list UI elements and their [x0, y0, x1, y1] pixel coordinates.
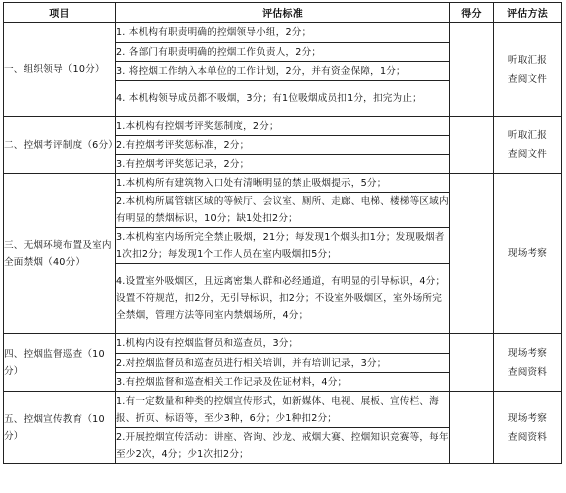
section-row [4, 174, 562, 193]
criterion: 1. 本机构有职责明确的控烟领导小组，2分； [116, 23, 450, 43]
section-item: 一、组织领导（10分） [4, 23, 116, 117]
header-score: 得分 [450, 3, 494, 23]
criterion: 1.机构内设有控烟监督员和巡查员，3分； [116, 334, 450, 354]
criterion: 3.有控烟考评奖惩记录，2分； [116, 155, 450, 174]
criterion: 3.有控烟监督和巡查相关工作记录及佐证材料，4分； [116, 373, 450, 392]
criterion: 2.对控烟监督员和巡查员进行相关培训，并有培训记录，3分； [116, 354, 450, 373]
criterion: 2.有控烟考评奖惩标准，2分； [116, 136, 450, 155]
method-line: 查阅文件 [507, 149, 548, 160]
criterion: 2.开展控烟宣传活动：讲座、咨询、沙龙、戒烟大赛、控烟知识竞赛等，每年至少2次，4分；少1次扣2分； [116, 428, 450, 464]
section-method [494, 392, 562, 464]
score-cell[interactable] [450, 334, 494, 392]
method-line: 查阅资料 [507, 431, 548, 443]
criterion: 2. 各部门有职责明确的控烟工作负责人，2分； [116, 43, 450, 62]
header-row [4, 3, 562, 23]
method-line: 听取汇报 [507, 54, 548, 66]
section-row [4, 392, 562, 428]
section-method [494, 23, 562, 117]
section-item: 四、控烟监督巡查（10分） [4, 334, 116, 392]
section-item: 二、控烟考评制度（6分） [4, 117, 116, 174]
section-method [494, 117, 562, 174]
section-row [4, 23, 562, 43]
criterion: 1.本机构有控烟考评奖惩制度，2分； [116, 117, 450, 136]
criterion: 4. 本机构领导成员都不吸烟，3分；有1位吸烟成员扣1分，扣完为止； [116, 81, 450, 117]
method-line: 查阅资料 [507, 366, 548, 378]
method-line: 现场考察 [507, 248, 548, 259]
section-item: 五、控烟宣传教育（10分） [4, 392, 116, 464]
score-cell[interactable] [450, 392, 494, 464]
header-item: 项目 [4, 3, 116, 23]
method-line: 查阅文件 [507, 73, 548, 85]
score-cell[interactable] [450, 174, 494, 334]
criterion: 1.有一定数量和种类的控烟宣传形式，如新媒体、电视、展板、宣传栏、海报、折页、标语等，至少3种，6分；少1种扣2分； [116, 392, 450, 428]
criterion: 1.本机构所有建筑物入口处有清晰明显的禁止吸烟提示，5分； [116, 174, 450, 193]
header-method: 评估方法 [494, 3, 562, 23]
section-method [494, 174, 562, 334]
section-row [4, 117, 562, 136]
criterion: 3.本机构室内场所完全禁止吸烟，21分；每发现1个烟头扣1分；发现吸烟者1次扣2分；每发现1个工作人员在室内吸烟扣5分； [116, 228, 450, 264]
method-line: 现场考察 [507, 412, 548, 424]
score-cell[interactable] [450, 117, 494, 174]
score-cell[interactable] [450, 23, 494, 117]
method-line: 听取汇报 [507, 130, 548, 141]
criterion: 3. 将控烟工作纳入本单位的工作计划，2分，并有资金保障，1分； [116, 62, 450, 81]
section-method [494, 334, 562, 392]
section-row [4, 334, 562, 354]
evaluation-table [3, 2, 562, 464]
method-line: 现场考察 [507, 347, 548, 359]
section-item: 三、无烟环境布置及室内全面禁烟（40分） [4, 174, 116, 334]
criterion: 4.设置室外吸烟区，且远离密集人群和必经通道，有明显的引导标识，4分；设置不符规范，扣2分，无引导标识，扣2分；不设室外吸烟区，室外场所完全禁烟，管理方法等同室内禁烟场所，4分； [116, 264, 450, 334]
criterion: 2.本机构所属管辖区域的等候厅、会议室、厕所、走廊、电梯、楼梯等区域内有明显的禁烟标识，10分；缺1处扣2分； [116, 193, 450, 228]
header-criteria: 评估标准 [116, 3, 450, 23]
